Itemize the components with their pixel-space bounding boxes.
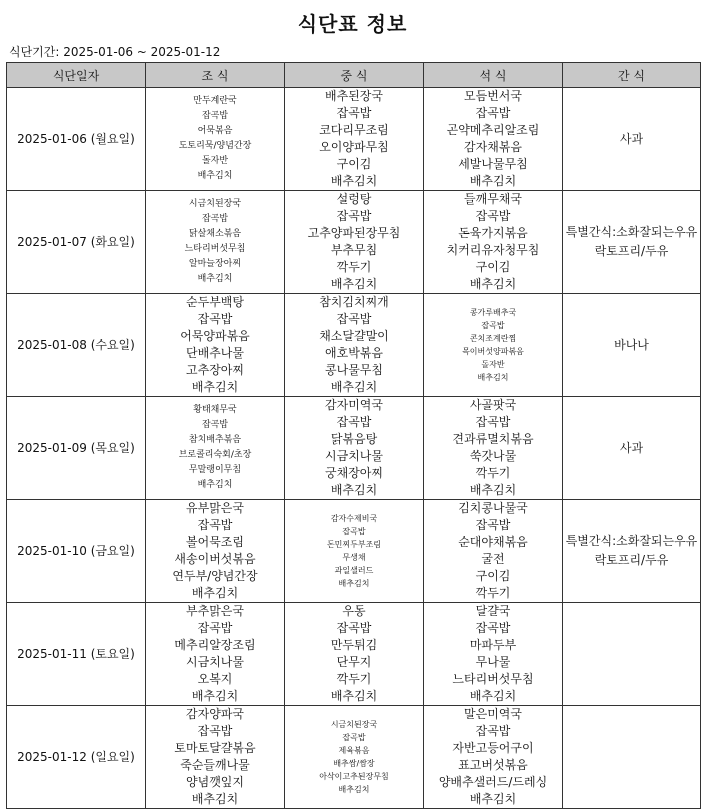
- meal-date: 2025-01-10 (금요일): [7, 500, 146, 603]
- breakfast-item: 시금치된장국: [188, 199, 242, 209]
- dinner-item: 배추김치: [469, 483, 517, 497]
- table-row: [7, 294, 701, 397]
- breakfast-item: 잡곡밥: [197, 518, 233, 532]
- lunch-item: 잡곡밥: [342, 527, 366, 536]
- lunch-cell: [285, 191, 424, 294]
- table-header-row: [7, 63, 701, 88]
- dinner-item: 자반고등어구이: [452, 741, 534, 755]
- lunch-cell: [285, 88, 424, 191]
- breakfast-item: 유부맑은국: [186, 501, 244, 515]
- dinner-item: 잡곡밥: [475, 415, 511, 429]
- header-lunch: 중 식: [285, 63, 424, 88]
- dinner-item: 구이김: [475, 260, 511, 274]
- dinner-item: 잡곡밥: [475, 106, 511, 120]
- dinner-item: 모듬번서국: [464, 89, 522, 103]
- dinner-item: 잡곡밥: [475, 518, 511, 532]
- lunch-item: 닭볶음탕: [330, 432, 378, 446]
- dinner-item: 무나물: [475, 655, 511, 669]
- breakfast-item: 고추장아찌: [186, 363, 244, 377]
- breakfast-item: 메추리알장조림: [174, 638, 256, 652]
- breakfast-item: 도토리묵/양념간장: [178, 141, 252, 151]
- breakfast-item: 양념깻잎지: [186, 775, 244, 789]
- lunch-item: 배추김치: [330, 277, 378, 291]
- dinner-cell: [424, 397, 563, 500]
- dinner-item: 순대야채볶음: [458, 535, 528, 549]
- breakfast-item: 배추김치: [191, 380, 239, 394]
- dinner-item: 깍두기: [475, 586, 511, 600]
- lunch-item: 궁채장아찌: [325, 466, 383, 480]
- dinner-item: 들깨무채국: [464, 192, 522, 206]
- lunch-item: 배추쌈/쌈장: [333, 759, 375, 768]
- lunch-item: 만두튀김: [330, 638, 378, 652]
- breakfast-cell: [146, 397, 285, 500]
- breakfast-item: 참치배추볶음: [188, 435, 242, 445]
- snack-item: 사과: [619, 131, 644, 146]
- breakfast-item: 잡곡밥: [197, 724, 233, 738]
- lunch-item: 시금치된장국: [330, 720, 378, 729]
- lunch-item: 과일샐러드: [334, 566, 374, 575]
- lunch-cell: [285, 397, 424, 500]
- dinner-item: 배추김치: [469, 689, 517, 703]
- table-row: [7, 397, 701, 500]
- lunch-item: 무생채: [342, 553, 366, 562]
- lunch-item: 부추무침: [330, 243, 378, 257]
- dinner-item: 김치콩나물국: [458, 501, 528, 515]
- page-title: 식단표 정보: [297, 12, 408, 36]
- snack-item: 바나나: [614, 337, 649, 352]
- lunch-item: 배추김치: [330, 174, 378, 188]
- dinner-item: 곤약메추리알조림: [446, 123, 540, 137]
- meal-table: [6, 62, 701, 809]
- breakfast-item: 잡곡밥: [201, 111, 229, 121]
- lunch-item: 시금치나물: [325, 449, 383, 463]
- lunch-item: 배추김치: [330, 380, 378, 394]
- breakfast-item: 연두부/양념간장: [172, 569, 258, 583]
- lunch-item: 잡곡밥: [336, 415, 372, 429]
- lunch-item: 잡곡밥: [336, 621, 372, 635]
- breakfast-item: 잡곡밥: [197, 621, 233, 635]
- lunch-item: 잡곡밥: [336, 209, 372, 223]
- header-dinner: 석 식: [424, 63, 563, 88]
- dinner-item: 표고버섯볶음: [458, 758, 528, 772]
- dinner-item: 잡곡밥: [475, 724, 511, 738]
- table-row: [7, 191, 701, 294]
- dinner-cell: [424, 603, 563, 706]
- breakfast-cell: [146, 603, 285, 706]
- lunch-item: 고추양파된장무침: [307, 226, 401, 240]
- breakfast-item: 배추김치: [197, 171, 233, 181]
- breakfast-item: 닭살채소볶음: [188, 229, 242, 239]
- lunch-item: 깍두기: [336, 672, 372, 686]
- dinner-item: 마파두부: [469, 638, 517, 652]
- snack-cell: [563, 191, 701, 294]
- lunch-item: 돈민찌두부조림: [326, 540, 382, 549]
- lunch-cell: [285, 294, 424, 397]
- snack-cell: [563, 294, 701, 397]
- breakfast-cell: [146, 88, 285, 191]
- meal-date: 2025-01-07 (화요일): [7, 191, 146, 294]
- lunch-item: 오이양파무침: [319, 140, 389, 154]
- breakfast-item: 어묵양파볶음: [180, 329, 250, 343]
- dinner-cell: [424, 88, 563, 191]
- snack-cell: [563, 500, 701, 603]
- lunch-item: 아삭이고추된장무침: [319, 772, 389, 781]
- dinner-item: 치커리유자청무침: [446, 243, 540, 257]
- dinner-item: 느타리버섯무침: [452, 672, 534, 686]
- table-row: [7, 603, 701, 706]
- lunch-item: 감자미역국: [325, 398, 383, 412]
- dinner-item: 달걀국: [475, 604, 511, 618]
- breakfast-item: 시금치나물: [186, 655, 244, 669]
- header-breakfast: 조 식: [146, 63, 285, 88]
- breakfast-item: 배추김치: [191, 792, 239, 806]
- lunch-item: 구이김: [336, 157, 372, 171]
- table-row: [7, 500, 701, 603]
- dinner-item: 쑥갓나물: [469, 449, 517, 463]
- breakfast-item: 배추김치: [197, 480, 233, 490]
- snack-item: 특별간식:소화잘되는우유: [565, 534, 698, 548]
- header-snack: 간 식: [563, 63, 701, 88]
- dinner-item: 말은미역국: [464, 707, 522, 721]
- lunch-item: 배추김치: [338, 579, 370, 588]
- lunch-cell: [285, 706, 424, 809]
- meal-period: 식단기간: 2025-01-06 ~ 2025-01-12: [9, 45, 221, 59]
- dinner-item: 목이버섯양파볶음: [462, 347, 524, 356]
- lunch-item: 콩나물무침: [325, 363, 383, 377]
- breakfast-item: 잡곡밥: [197, 312, 233, 326]
- breakfast-item: 부추맑은국: [186, 604, 244, 618]
- table-body: [7, 88, 701, 809]
- snack-cell: [563, 603, 701, 706]
- meal-date: 2025-01-12 (일요일): [7, 706, 146, 809]
- dinner-cell: [424, 500, 563, 603]
- breakfast-cell: [146, 500, 285, 603]
- lunch-item: 깍두기: [336, 260, 372, 274]
- dinner-item: 굴전: [481, 552, 505, 566]
- breakfast-item: 새송이버섯볶음: [174, 552, 256, 566]
- lunch-item: 채소달걀말이: [319, 329, 389, 343]
- lunch-item: 애호박볶음: [325, 346, 383, 360]
- breakfast-item: 순두부백탕: [186, 295, 244, 309]
- breakfast-item: 토마토달걀볶음: [174, 741, 256, 755]
- breakfast-item: 황태채무국: [193, 405, 237, 415]
- dinner-item: 배추김치: [477, 373, 509, 382]
- breakfast-cell: [146, 191, 285, 294]
- breakfast-cell: [146, 706, 285, 809]
- breakfast-item: 죽순들깨나물: [180, 758, 250, 772]
- dinner-cell: [424, 191, 563, 294]
- breakfast-item: 배추김치: [191, 689, 239, 703]
- snack-item: 특별간식:소화잘되는우유: [565, 225, 698, 239]
- lunch-item: 잡곡밥: [336, 106, 372, 120]
- breakfast-item: 만두계란국: [193, 96, 237, 106]
- lunch-item: 잡곡밥: [342, 733, 366, 742]
- breakfast-item: 무말랭이무침: [188, 465, 242, 475]
- lunch-item: 코다리무조림: [319, 123, 389, 137]
- lunch-item: 배추김치: [330, 689, 378, 703]
- breakfast-item: 배추김치: [191, 586, 239, 600]
- dinner-item: 구이김: [475, 569, 511, 583]
- dinner-item: 사골팟국: [469, 398, 517, 412]
- lunch-item: 우동: [342, 604, 366, 618]
- lunch-item: 감자수제비국: [330, 514, 378, 523]
- lunch-item: 참치김치찌개: [319, 295, 389, 309]
- dinner-item: 돈육가지볶음: [458, 226, 528, 240]
- header-date: 식단일자: [7, 63, 146, 88]
- breakfast-item: 잡곡밥: [201, 420, 229, 430]
- dinner-item: 감자채볶음: [464, 140, 522, 154]
- lunch-item: 제육볶음: [338, 746, 370, 755]
- snack-cell: [563, 88, 701, 191]
- lunch-item: 배추된장국: [325, 89, 383, 103]
- breakfast-item: 알마늘장아찌: [188, 259, 242, 269]
- dinner-cell: [424, 294, 563, 397]
- dinner-cell: [424, 706, 563, 809]
- table-row: [7, 706, 701, 809]
- snack-item: 락토프리/두유: [594, 244, 669, 258]
- breakfast-cell: [146, 294, 285, 397]
- dinner-item: 세발나물무침: [458, 157, 528, 171]
- dinner-item: 잡곡밥: [475, 209, 511, 223]
- meal-date: 2025-01-06 (월요일): [7, 88, 146, 191]
- breakfast-item: 감자양파국: [186, 707, 244, 721]
- breakfast-item: 느타리버섯무침: [184, 244, 246, 254]
- snack-item: 락토프리/두유: [594, 553, 669, 567]
- snack-item: 사과: [619, 440, 644, 455]
- breakfast-item: 단배추나물: [186, 346, 244, 360]
- meal-date: 2025-01-09 (목요일): [7, 397, 146, 500]
- table-row: [7, 88, 701, 191]
- breakfast-item: 오복지: [197, 672, 233, 686]
- lunch-item: 잡곡밥: [336, 312, 372, 326]
- dinner-item: 견과류멸치볶음: [452, 432, 534, 446]
- dinner-item: 콘치조계란찜: [469, 334, 517, 343]
- breakfast-item: 볼어묵조림: [186, 535, 244, 549]
- snack-cell: [563, 397, 701, 500]
- dinner-item: 배추김치: [469, 792, 517, 806]
- meal-date: 2025-01-11 (토요일): [7, 603, 146, 706]
- dinner-item: 깍두기: [475, 466, 511, 480]
- dinner-item: 돌자반: [481, 360, 505, 369]
- breakfast-item: 브로콜리숙회/초장: [178, 450, 252, 460]
- snack-cell: [563, 706, 701, 809]
- breakfast-item: 잡곡밥: [201, 214, 229, 224]
- dinner-item: 배추김치: [469, 174, 517, 188]
- lunch-item: 단무지: [336, 655, 372, 669]
- dinner-item: 잡곡밥: [481, 321, 505, 330]
- breakfast-item: 어묵볶음: [197, 126, 233, 136]
- lunch-item: 배추김치: [338, 785, 370, 794]
- dinner-item: 잡곡밥: [475, 621, 511, 635]
- breakfast-item: 배추김치: [197, 274, 233, 284]
- dinner-item: 콩가루배추국: [469, 308, 517, 317]
- lunch-item: 배추김치: [330, 483, 378, 497]
- meal-date: 2025-01-08 (수요일): [7, 294, 146, 397]
- lunch-item: 설렁탕: [336, 192, 372, 206]
- breakfast-item: 돌자반: [201, 156, 229, 166]
- lunch-cell: [285, 603, 424, 706]
- dinner-item: 양배추샐러드/드레싱: [438, 775, 548, 789]
- dinner-item: 배추김치: [469, 277, 517, 291]
- lunch-cell: [285, 500, 424, 603]
